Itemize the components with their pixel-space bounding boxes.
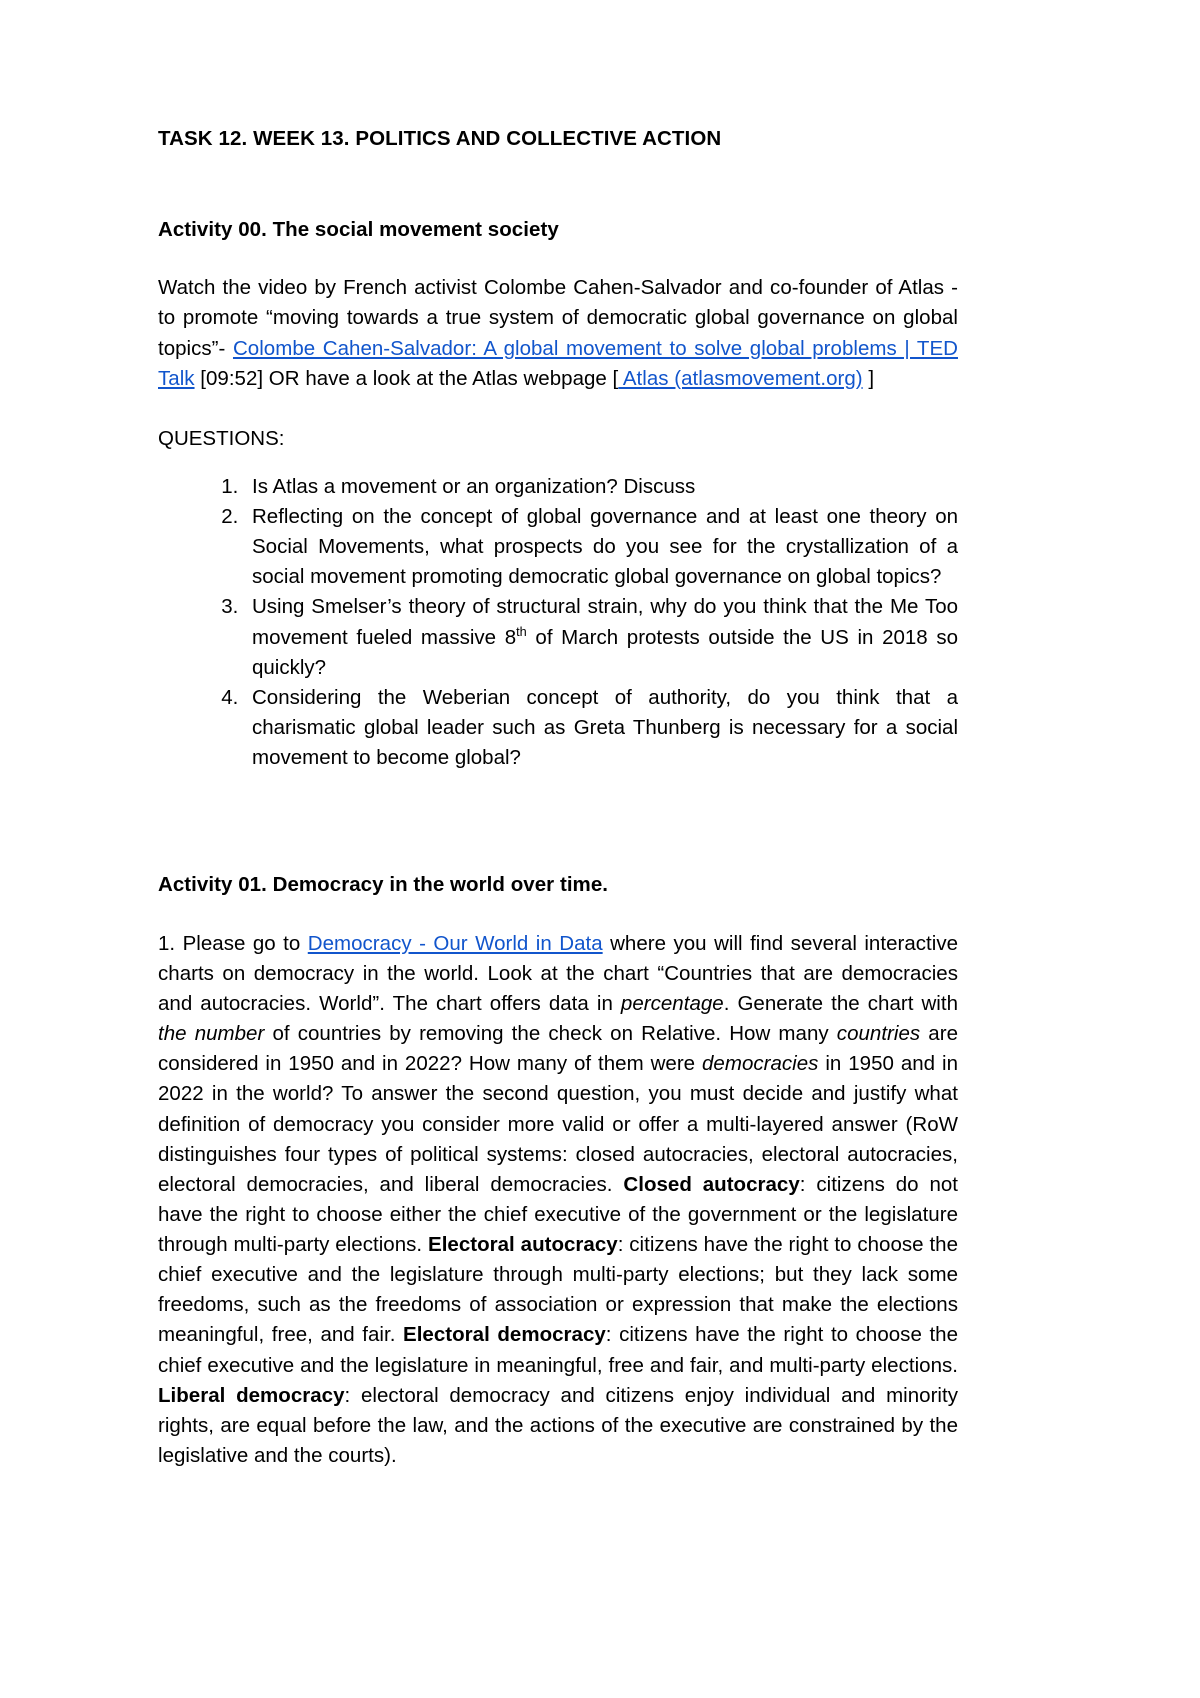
paragraph-segment-2: where you will find several interactive charts on democracy in the world. Look at the chart “Countries that are democracies and autocracies. World”. The chart offers data in — [158, 931, 959, 1016]
term-electoral-autocracy: Electoral autocracy — [428, 1233, 618, 1257]
spacer — [158, 394, 958, 424]
activity-00-intro-paragraph — [158, 273, 958, 394]
list-item — [244, 592, 958, 682]
italic-democracies: democracies — [702, 1052, 819, 1076]
activity-01-paragraph — [158, 929, 958, 1471]
questions-label: QUESTIONS: — [158, 426, 285, 450]
intro-text-after-link: ] — [862, 366, 875, 390]
paragraph-segment-5: are considered in 1950 and in 2022? How many of them were — [158, 1022, 958, 1076]
term-electoral-democracy: Electoral democracy — [403, 1323, 606, 1347]
activity-00-heading: Activity 00. The social movement society — [158, 217, 559, 241]
questions-list — [158, 472, 958, 773]
activity-01-heading: Activity 01. Democracy in the world over time. — [158, 873, 609, 897]
spacer — [158, 243, 958, 273]
list-item: 4. Considering the Weberian concept of authority, do you think that a charismatic global leader such as Greta Thunberg is necessary for a social movement to become global? — [244, 683, 958, 773]
paragraph-segment-1: 1. Please go to — [158, 931, 308, 955]
paragraph-segment-3: . Generate the chart with — [723, 992, 959, 1016]
italic-percentage: percentage — [620, 992, 724, 1016]
italic-the-number: the number — [158, 1022, 265, 1046]
paragraph-segment-6: in 1950 and in 2022 in the world? To answer the second question, you must decide and justify what definition of democracy you consider more valid or offer a multi-layered answer (RoW distinguishes four types of political systems: closed autocracies, electoral autocracies, electoral democracies, and liberal democracies. — [158, 1052, 958, 1196]
page-title: TASK 12. WEEK 13. POLITICS AND COLLECTIVE ACTION — [158, 127, 722, 150]
paragraph-segment-7: : citizens do not have the right to choose either the chief executive of the government or the legislature through multi-party elections. — [158, 1172, 959, 1257]
spacer — [158, 152, 958, 216]
question-3-part-2: of March protests outside the US in 2018 so quickly? — [252, 625, 958, 679]
document-content — [158, 126, 958, 1471]
paragraph-segment-4: of countries by removing the check on Relative. How many — [264, 1022, 837, 1046]
atlas-webpage-link[interactable]: Atlas (atlasmovement.org) — [618, 366, 863, 390]
paragraph-segment-9: : citizens have the right to choose the chief executive and the legislature in meaningful, free and fair, and multi-party elections. — [158, 1323, 958, 1377]
spacer — [158, 773, 958, 871]
our-world-in-data-link[interactable]: Democracy - Our World in Data — [307, 931, 603, 955]
term-closed-autocracy: Closed autocracy — [623, 1172, 800, 1196]
paragraph-segment-10: : electoral democracy and citizens enjoy individual and minority rights, are equal before the law, and the actions of the executive are constrained by the legislative and the courts). — [158, 1383, 958, 1467]
ted-talk-link[interactable]: Colombe Cahen-Salvador: A global movement to solve global problems | TED Talk — [158, 336, 958, 390]
spacer — [158, 899, 958, 929]
intro-text-before-link: Watch the video by French activist Colombe Cahen-Salvador and co-founder of Atlas - to promote “moving towards a true system of democratic global governance on global topics”- — [158, 276, 958, 360]
intro-text-middle: [09:52] OR have a look at the Atlas webpage [ — [194, 366, 619, 390]
term-liberal-democracy: Liberal democracy — [158, 1383, 345, 1407]
question-3-part-1: Using Smelser’s theory of structural strain, why do you think that the Me Too movement fueled massive 8 — [252, 595, 958, 649]
italic-countries: countries — [836, 1022, 921, 1046]
paragraph-segment-8: : citizens have the right to choose the chief executive and the legislature through multi-party elections; but they lack some freedoms, such as the freedoms of association or expression that make the elections meaningful, free, and fair. — [158, 1233, 959, 1347]
ordinal-superscript: th — [516, 623, 527, 639]
spacer — [158, 454, 958, 472]
list-item: 1. Is Atlas a movement or an organization? Discuss — [244, 472, 958, 502]
list-item: 2. Reflecting on the concept of global governance and at least one theory on Social Movements, what prospects do you see for the crystallization of a social movement promoting democratic global governance on global topics? — [244, 502, 958, 592]
